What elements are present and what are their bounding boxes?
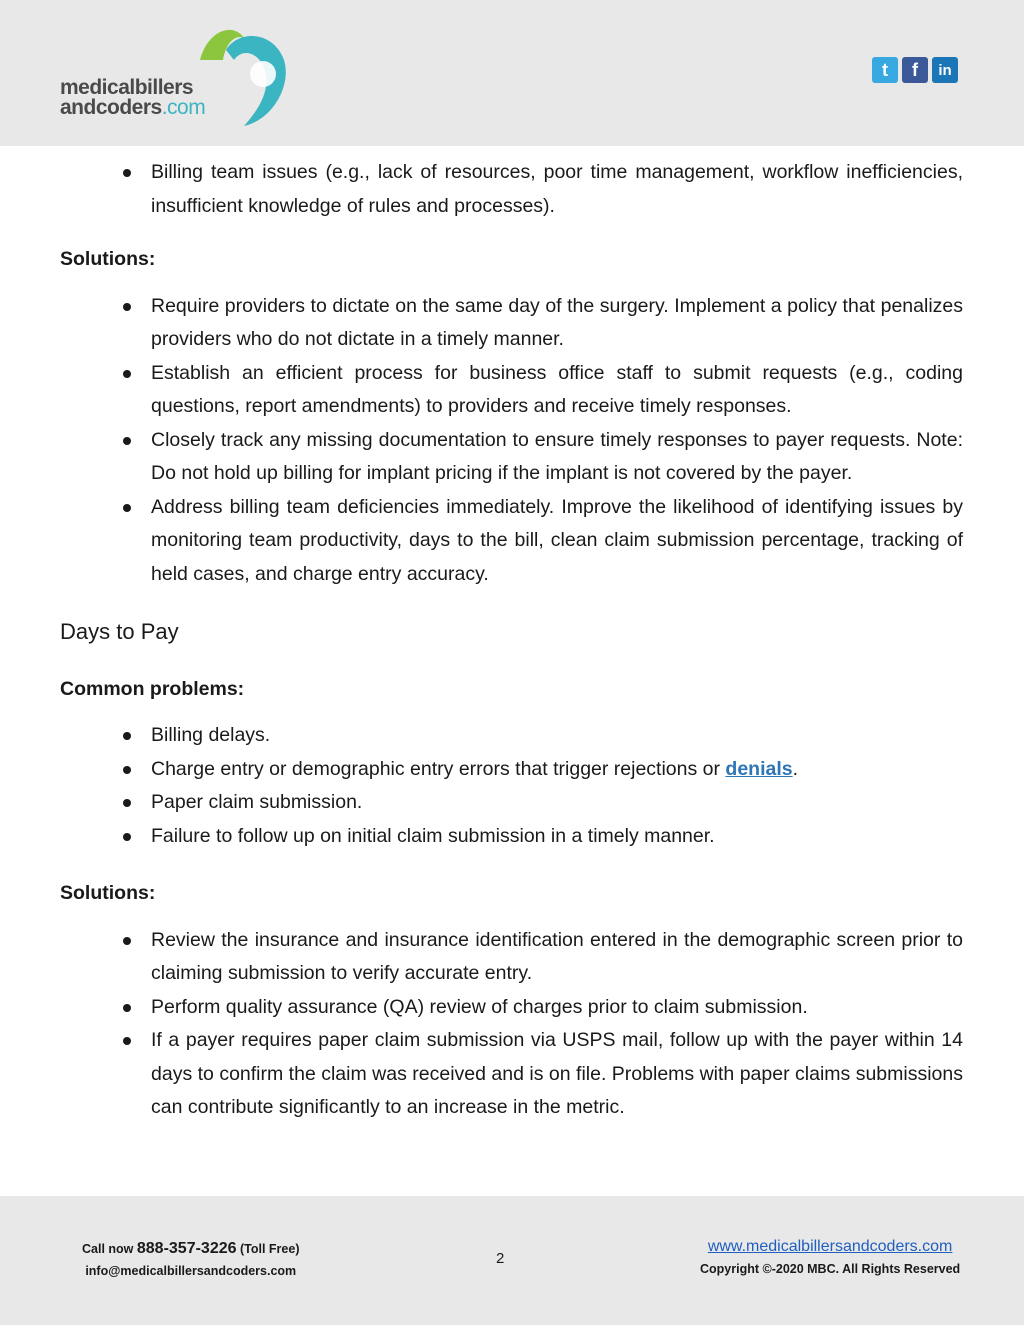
site-info bbox=[700, 1236, 960, 1280]
list-item-text: Charge entry or demographic entry errors that trigger rejections or bbox=[151, 757, 726, 780]
solutions-list bbox=[60, 290, 963, 592]
list-item: If a payer requires paper claim submission via USPS mail, follow up with the payer within 14 days to confirm the claim was received and is on file. Problems with paper claims submissions can contribute significantly to an increase in the metric. bbox=[60, 1024, 963, 1125]
contact-info bbox=[82, 1238, 299, 1282]
company-logo[interactable] bbox=[58, 20, 298, 132]
link-suffix: . bbox=[792, 757, 799, 780]
list-item: Billing delays. bbox=[60, 719, 963, 753]
common-problems-label: Common problems: bbox=[60, 677, 245, 700]
list-item: Address billing team deficiencies immediately. Improve the likelihood of identifying issues by monitoring team productivity, days to the bill, clean claim submission percentage, tracking of held cases, and charge entry accuracy. bbox=[60, 491, 963, 592]
page-header bbox=[0, 0, 1024, 146]
twitter-icon[interactable]: t bbox=[872, 57, 898, 83]
email-address[interactable]: info@medicalbillersandcoders.com bbox=[85, 1264, 297, 1278]
denials-link[interactable]: denials bbox=[725, 757, 793, 780]
document-body bbox=[60, 156, 963, 1125]
logo-suffix: .com bbox=[161, 96, 206, 119]
website-link[interactable]: www.medicalbillersandcoders.com bbox=[707, 1238, 953, 1255]
toll-free-label: (Toll Free) bbox=[236, 1242, 300, 1256]
section-heading: Days to Pay bbox=[60, 619, 179, 644]
list-item: Establish an efficient process for business office staff to submit requests (e.g., coding questions, report amendments) to providers and receive timely responses. bbox=[60, 357, 963, 424]
page-footer bbox=[0, 1196, 1024, 1325]
list-item: Closely track any missing documentation to ensure timely responses to payer requests. Note: Do not hold up billing for implant pricing if the implant is not covered by the payer. bbox=[60, 424, 963, 491]
list-item: Billing team issues (e.g., lack of resources, poor time management, workflow inefficiencies, insufficient knowledge of rules and processes). bbox=[60, 156, 963, 223]
phone-number[interactable]: 888-357-3226 bbox=[136, 1240, 237, 1257]
list-item: Require providers to dictate on the same day of the surgery. Implement a policy that penalizes providers who do not dictate in a timely manner. bbox=[60, 290, 963, 357]
logo-line1: medicalbillers bbox=[60, 76, 194, 99]
copyright-text: Copyright ©-2020 MBC. All Rights Reserved bbox=[700, 1262, 961, 1276]
list-item: Paper claim submission. bbox=[60, 786, 963, 820]
solutions-label: Solutions: bbox=[60, 882, 156, 904]
list-item: Perform quality assurance (QA) review of charges prior to claim submission. bbox=[60, 991, 963, 1025]
call-prefix: Call now bbox=[82, 1242, 137, 1256]
list-item: Review the insurance and insurance identification entered in the demographic screen prior to claiming submission to verify accurate entry. bbox=[60, 924, 963, 991]
problems-list bbox=[60, 719, 963, 853]
social-links bbox=[872, 57, 958, 83]
linkedin-icon[interactable]: in bbox=[932, 57, 958, 83]
logo-wordmark bbox=[60, 78, 205, 118]
solutions-label: Solutions: bbox=[60, 248, 156, 270]
facebook-icon[interactable]: f bbox=[902, 57, 928, 83]
logo-line2: andcoders bbox=[60, 96, 162, 119]
solutions-list bbox=[60, 924, 963, 1125]
top-bullet-list bbox=[60, 156, 963, 223]
list-item: Failure to follow up on initial claim submission in a timely manner. bbox=[60, 820, 963, 854]
list-item bbox=[60, 753, 963, 787]
page-number: 2 bbox=[496, 1250, 505, 1267]
